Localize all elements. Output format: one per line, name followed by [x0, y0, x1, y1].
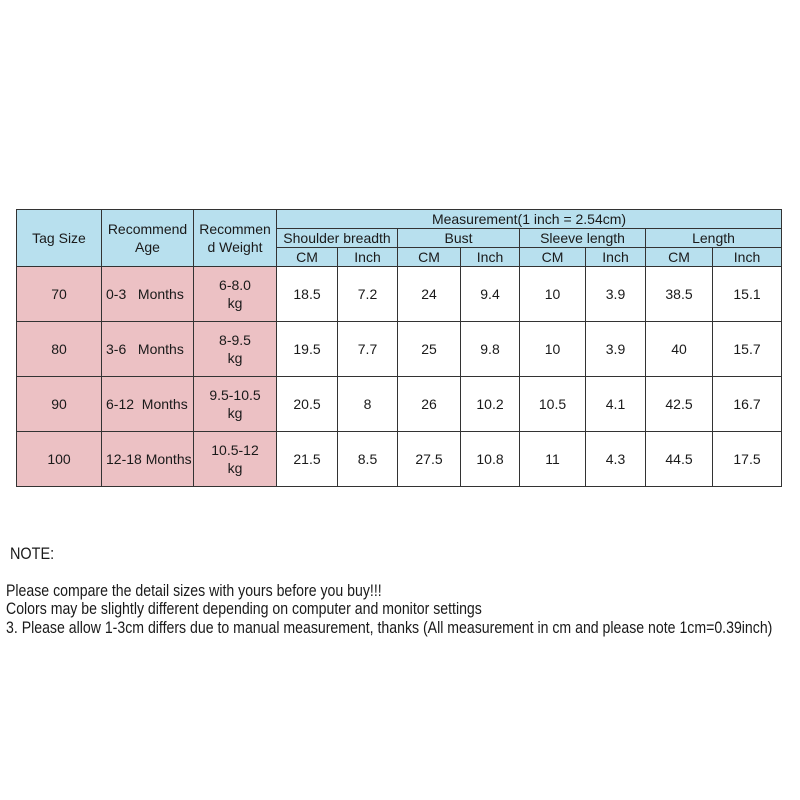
value-cell: 21.5: [277, 432, 338, 487]
value-cell: 10.2: [461, 377, 520, 432]
header-age-line-1: Recommend: [107, 221, 188, 237]
header-weight-line-2: d Weight: [207, 239, 263, 255]
note-line-allowance: 3. Please allow 1-3cm differs due to manual measurement, thanks (All measurement in cm and please note 1cm=0.39inch): [6, 618, 773, 637]
value-cell: 15.7: [713, 322, 782, 377]
weight-value: 8-9.5: [219, 332, 251, 348]
value-cell: 10.5: [520, 377, 586, 432]
weight-unit: kg: [227, 460, 243, 476]
header-tag-size: Tag Size: [17, 210, 102, 267]
age-cell: 6-12 Months: [102, 377, 194, 432]
header-age-line-2: Age: [135, 239, 160, 255]
value-cell: 9.4: [461, 267, 520, 322]
tag-size-cell: 80: [17, 322, 102, 377]
header-sleeve-length: Sleeve length: [520, 229, 646, 248]
value-cell: 8: [338, 377, 398, 432]
note-title: NOTE:: [10, 544, 55, 563]
value-cell: 3.9: [586, 267, 646, 322]
header-length: Length: [646, 229, 782, 248]
weight-cell: [194, 267, 277, 322]
value-cell: 44.5: [646, 432, 713, 487]
unit-cm: CM: [277, 248, 338, 267]
weight-value: 9.5-10.5: [209, 387, 261, 403]
unit-inch: Inch: [461, 248, 520, 267]
value-cell: 7.7: [338, 322, 398, 377]
header-weight-line-1: Recommen: [199, 221, 271, 237]
header-recommend-weight: [194, 210, 277, 267]
value-cell: 7.2: [338, 267, 398, 322]
age-cell: 0-3 Months: [102, 267, 194, 322]
value-cell: 26: [398, 377, 461, 432]
tag-size-cell: 90: [17, 377, 102, 432]
value-cell: 42.5: [646, 377, 713, 432]
header-bust: Bust: [398, 229, 520, 248]
value-cell: 3.9: [586, 322, 646, 377]
unit-inch: Inch: [586, 248, 646, 267]
value-cell: 10.8: [461, 432, 520, 487]
unit-cm: CM: [646, 248, 713, 267]
value-cell: 16.7: [713, 377, 782, 432]
weight-unit: kg: [227, 350, 243, 366]
value-cell: 10: [520, 322, 586, 377]
value-cell: 27.5: [398, 432, 461, 487]
tag-size-cell: 100: [17, 432, 102, 487]
table-row: [17, 322, 782, 377]
value-cell: 10: [520, 267, 586, 322]
tag-size-cell: 70: [17, 267, 102, 322]
weight-value: 10.5-12: [211, 442, 259, 458]
value-cell: 18.5: [277, 267, 338, 322]
weight-value: 6-8.0: [219, 277, 251, 293]
value-cell: 20.5: [277, 377, 338, 432]
header-shoulder-breadth: Shoulder breadth: [277, 229, 398, 248]
unit-inch: Inch: [713, 248, 782, 267]
weight-cell: [194, 432, 277, 487]
weight-cell: [194, 322, 277, 377]
size-chart-table: [16, 209, 782, 487]
table-row: [17, 267, 782, 322]
value-cell: 9.8: [461, 322, 520, 377]
header-recommend-age: [102, 210, 194, 267]
unit-inch: Inch: [338, 248, 398, 267]
header-measurement: Measurement(1 inch = 2.54cm): [277, 210, 782, 229]
value-cell: 4.1: [586, 377, 646, 432]
age-cell: 3-6 Months: [102, 322, 194, 377]
weight-unit: kg: [227, 405, 243, 421]
table-row: [17, 377, 782, 432]
unit-cm: CM: [398, 248, 461, 267]
weight-cell: [194, 377, 277, 432]
value-cell: 11: [520, 432, 586, 487]
value-cell: 24: [398, 267, 461, 322]
note-line-colors: Colors may be slightly different depending on computer and monitor settings: [6, 599, 482, 618]
value-cell: 4.3: [586, 432, 646, 487]
value-cell: 38.5: [646, 267, 713, 322]
value-cell: 17.5: [713, 432, 782, 487]
table-row: [17, 432, 782, 487]
value-cell: 40: [646, 322, 713, 377]
unit-cm: CM: [520, 248, 586, 267]
weight-unit: kg: [227, 295, 243, 311]
value-cell: 25: [398, 322, 461, 377]
value-cell: 19.5: [277, 322, 338, 377]
age-cell: 12-18 Months: [102, 432, 194, 487]
value-cell: 8.5: [338, 432, 398, 487]
note-line-compare: Please compare the detail sizes with yours before you buy!!!: [6, 581, 382, 600]
value-cell: 15.1: [713, 267, 782, 322]
